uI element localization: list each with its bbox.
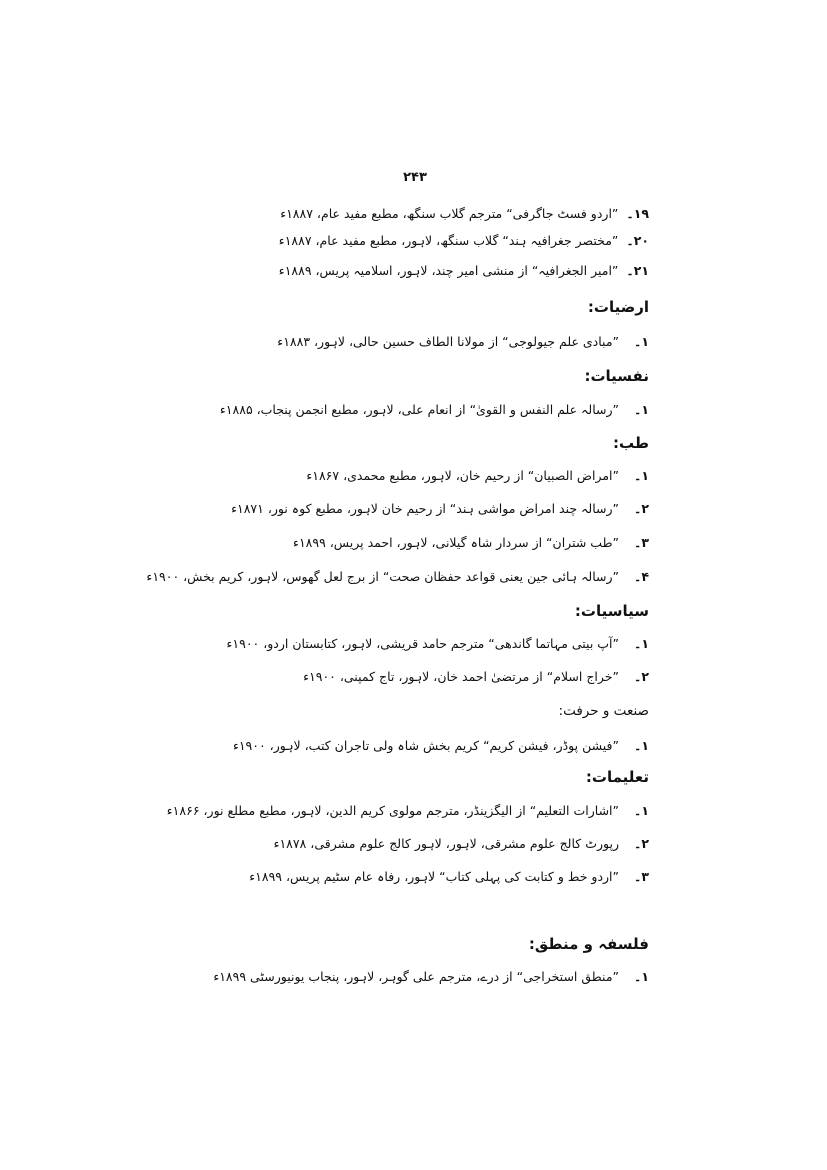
item-number: ۲۔: [634, 669, 649, 684]
section-heading: فلسفہ و منطق:: [528, 935, 649, 953]
item-number: ۱۔: [634, 468, 649, 483]
section-heading: طب:: [612, 434, 649, 452]
list-item: [293, 534, 649, 552]
item-number: ۳۔: [634, 535, 649, 550]
list-item: [249, 868, 649, 886]
item-text: ”اردو فسٹ جاگرفی“ مترجم گلاب سنگھ، مطبع مفید عام، ۱۸۸۷ء: [280, 206, 619, 221]
list-item: [277, 333, 649, 351]
item-number: ۲۱۔: [626, 263, 649, 278]
item-text: ”رسالہ علم النفس و القویٰ“ از انعام علی، لاہور، مطبع انجمن پنجاب، ۱۸۸۵ء: [219, 402, 619, 417]
item-number: ۲۰۔: [626, 233, 649, 248]
section-heading: صنعت و حرفت:: [558, 703, 649, 719]
section-heading: ارضیات:: [587, 298, 649, 316]
section-heading: تعلیمات:: [585, 768, 649, 786]
item-number: ۲۔: [634, 501, 649, 516]
item-text: ”فیشن پوڈر، فیشن کریم“ کریم بخش شاہ ولی تاجران کتب، لاہور، ۱۹۰۰ء: [232, 738, 619, 753]
section-heading: نفسیات:: [584, 367, 649, 385]
list-item: [231, 500, 649, 518]
list-item: [303, 668, 649, 686]
item-text: ”اشارات التعلیم“ از الیگزینڈر، مترجم مولوی کریم الدین، لاہور، مطبع مطلع نور، ۱۸۶۶ء: [166, 803, 619, 818]
item-text: ”رسالہ چند امراض مواشی ہند“ از رحیم خان لاہور، مطبع کوہ نور، ۱۸۷۱ء: [231, 501, 619, 516]
item-number: ۱۔: [634, 803, 649, 818]
item-text: ”طب شتران“ از سردار شاہ گیلانی، لاہور، احمد پریس، ۱۸۹۹ء: [293, 535, 619, 550]
list-item: [146, 568, 649, 586]
item-number: ۱۹۔: [626, 206, 649, 221]
item-number: ۱۔: [634, 738, 649, 753]
item-number: ۱۔: [634, 636, 649, 651]
page-number: ۲۴۳: [403, 170, 427, 185]
item-text: ”منطق استخراجی“ از درے، مترجم علی گوہر، لاہور، پنجاب یونیورسٹی ۱۸۹۹ء: [213, 969, 619, 984]
list-item: [167, 802, 649, 820]
item-number: ۱۔: [634, 334, 649, 349]
item-text: ”مبادی علم جیولوجی“ از مولانا الطاف حسین حالی، لاہور، ۱۸۸۳ء: [277, 334, 619, 349]
list-item: [233, 737, 649, 755]
list-item: [227, 635, 649, 653]
item-text: ”امیر الجغرافیہ“ از منشی امیر چند، لاہور، اسلامیہ پریس، ۱۸۸۹ء: [278, 263, 619, 278]
list-item: [279, 232, 649, 250]
item-number: ۴۔: [634, 569, 649, 584]
item-text: ”امراض الصبیان“ از رحیم خان، لاہور، مطبع محمدی، ۱۸۶۷ء: [306, 468, 619, 483]
section-heading: سیاسیات:: [574, 602, 649, 620]
item-number: ۱۔: [634, 969, 649, 984]
item-text: ”خراج اسلام“ از مرتضیٰ احمد خان، لاہور، تاج کمپنی، ۱۹۰۰ء: [303, 669, 619, 684]
list-item: [220, 401, 649, 419]
item-text: ”اردو خط و کتابت کی پہلی کتاب“ لاہور، رفاہ عام سٹیم پریس، ۱۸۹۹ء: [249, 869, 619, 884]
item-text: رپورٹ کالج علوم مشرقی، لاہور، لاہور کالج علوم مشرقی، ۱۸۷۸ء: [273, 836, 619, 851]
item-text: ”رسالہ ہائی جین یعنی قواعد حفظان صحت“ از برج لعل گھوس، لاہور، کریم بخش، ۱۹۰۰ء: [146, 569, 619, 584]
list-item: [306, 467, 649, 485]
item-text: ”مختصر جغرافیہ ہند“ گلاب سنگھ، لاہور، مطبع مفید عام، ۱۸۸۷ء: [278, 233, 619, 248]
item-number: ۳۔: [634, 869, 649, 884]
item-number: ۱۔: [634, 402, 649, 417]
list-item: [274, 835, 649, 853]
list-item: [213, 968, 649, 986]
list-item: [280, 205, 649, 223]
item-text: ”آپ بیتی مہاتما گاندھی“ مترجم حامد قریشی، لاہور، کتابستان اردو، ۱۹۰۰ء: [226, 636, 619, 651]
item-number: ۲۔: [634, 836, 649, 851]
list-item: [279, 262, 649, 280]
